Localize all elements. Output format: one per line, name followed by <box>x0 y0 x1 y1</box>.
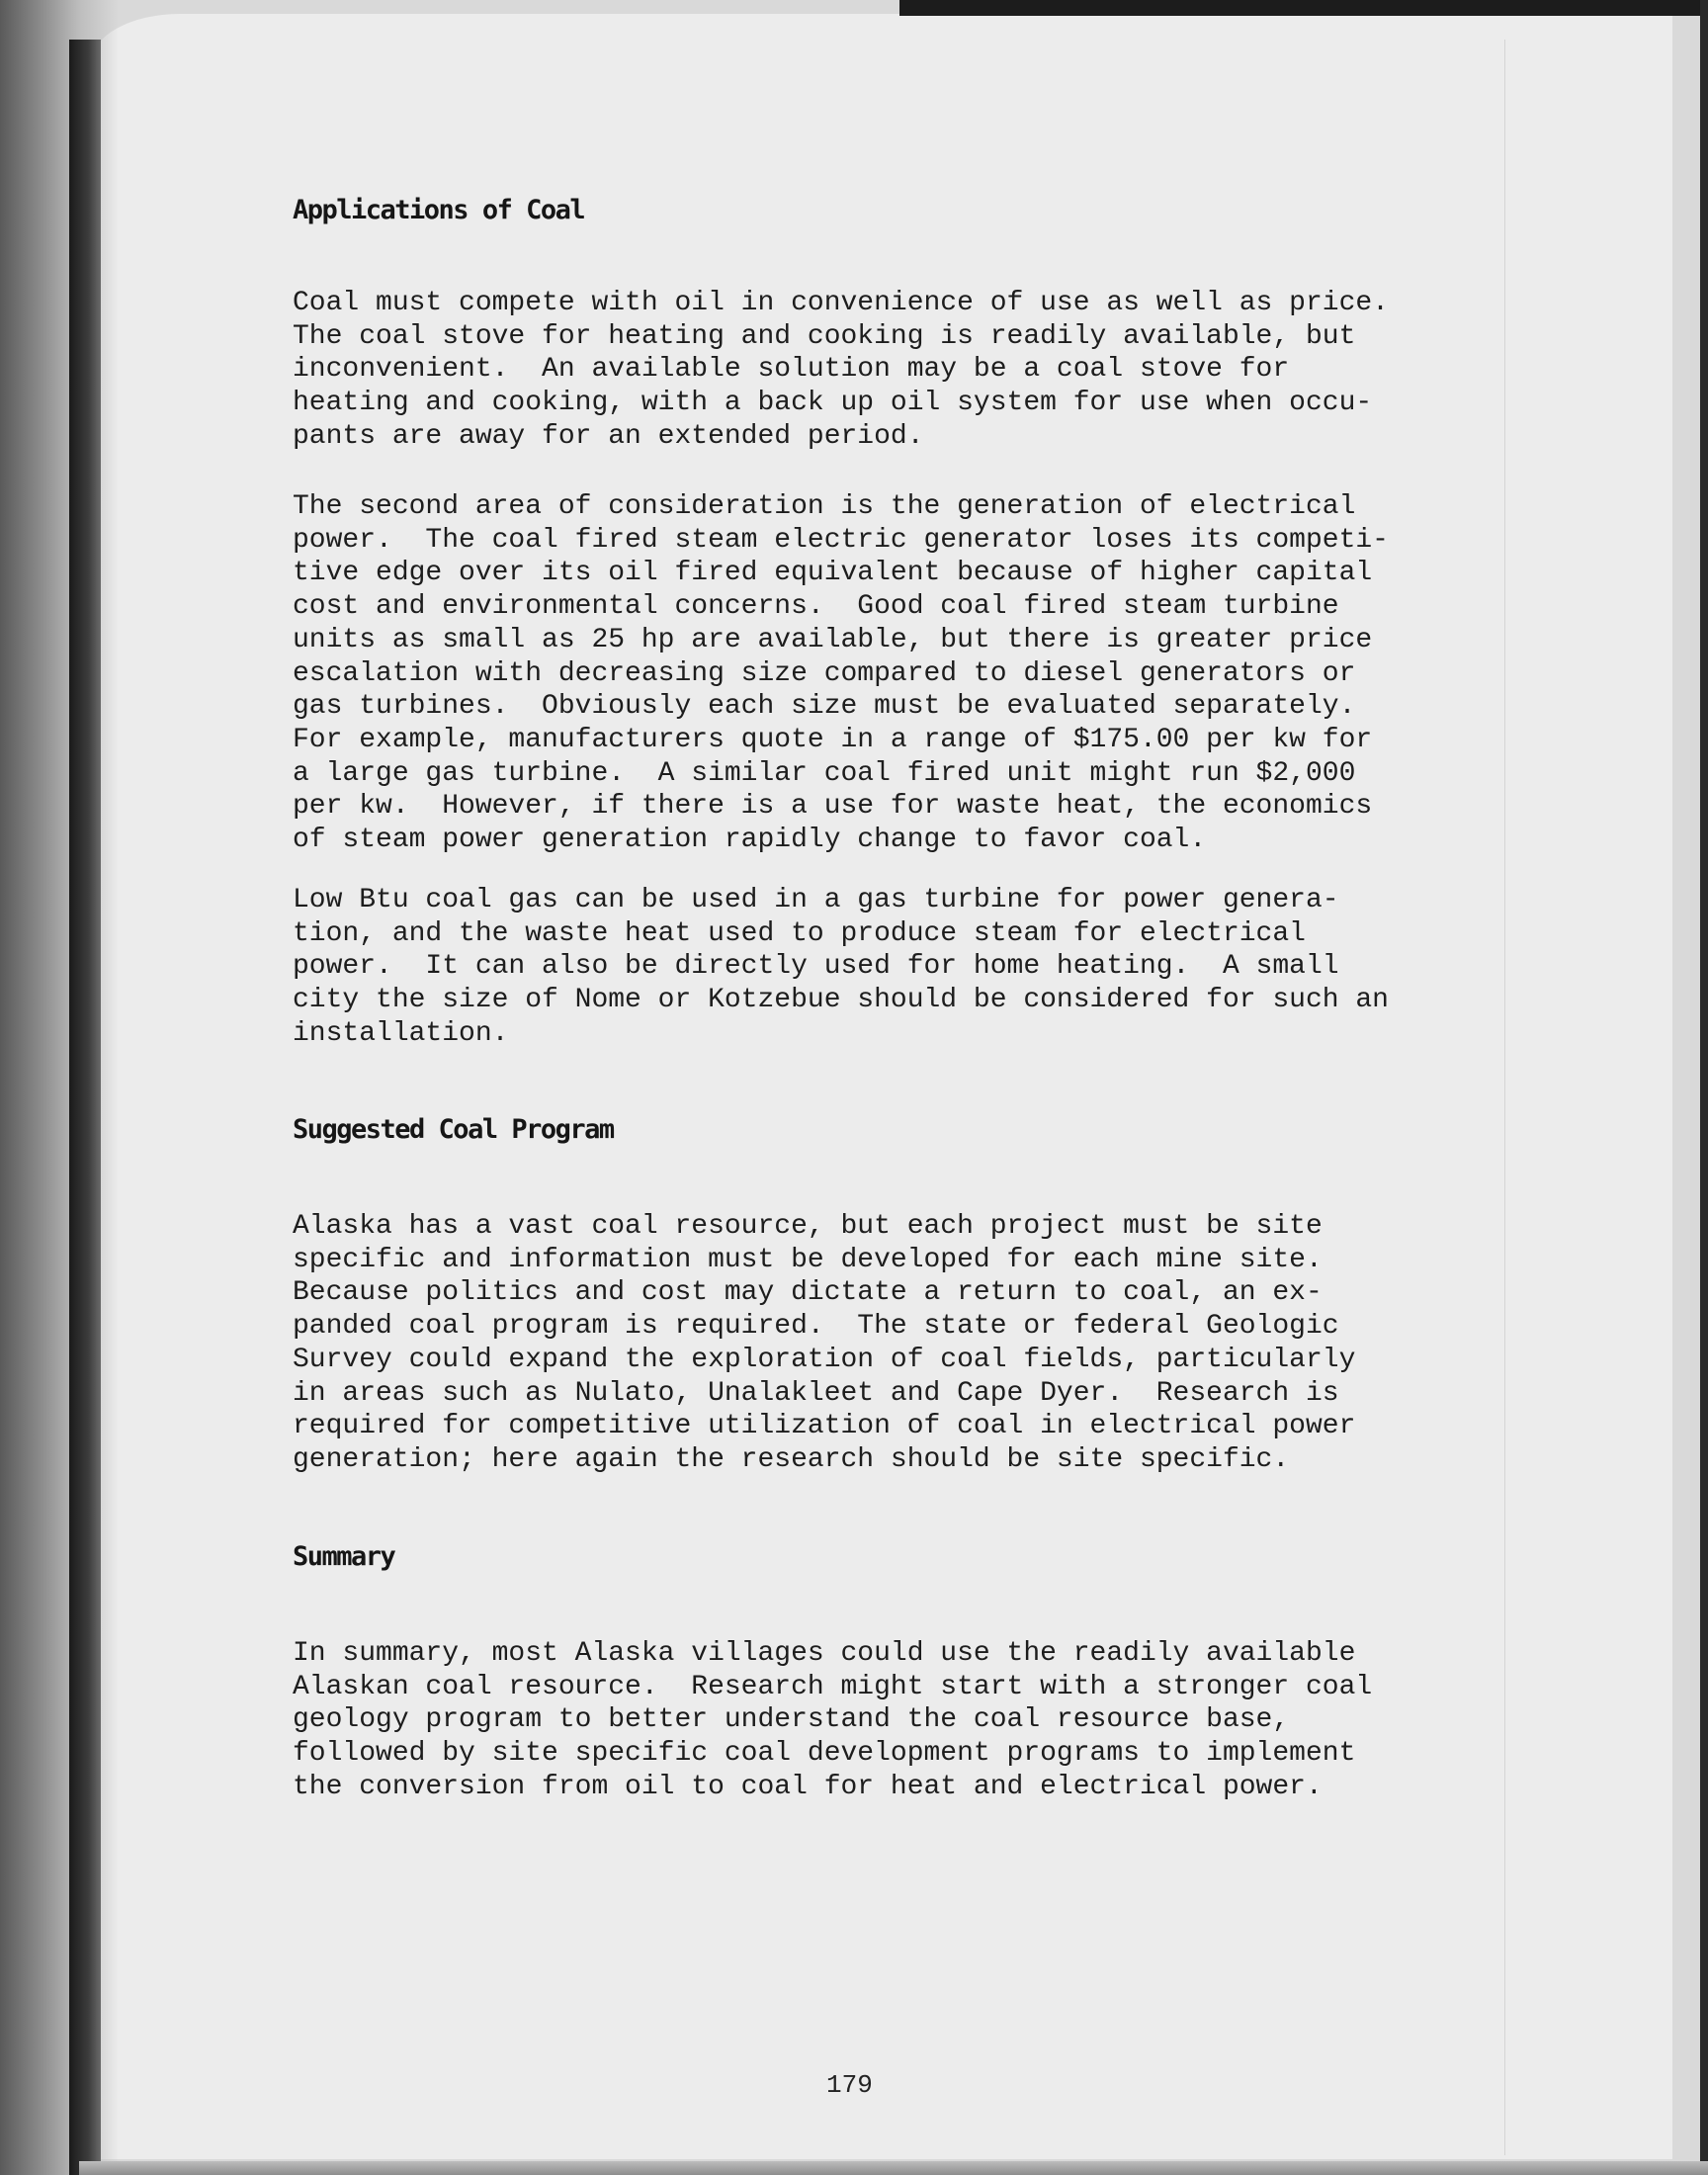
binding-shadow <box>0 0 119 2175</box>
text-line: cost and environmental concerns. Good coal fired steam turbine <box>293 591 1339 623</box>
text-line: escalation with decreasing size compared to diesel generators or <box>293 657 1356 689</box>
page-number: 179 <box>826 2070 873 2100</box>
text-line: the conversion from oil to coal for heat and electrical power. <box>293 1771 1323 1802</box>
text-line: geology program to better understand the coal resource base, <box>293 1704 1290 1736</box>
paragraph <box>293 1637 1372 1804</box>
text-line: of steam power generation rapidly change to favor coal. <box>293 825 1207 856</box>
text-line: panded coal program is required. The state or federal Geologic <box>293 1311 1339 1343</box>
text-line: Low Btu coal gas can be used in a gas turbine for power genera- <box>293 885 1339 915</box>
text-line: heating and cooking, with a back up oil system for use when occu- <box>293 388 1373 419</box>
text-line: per kw. However, if there is a use for waste heat, the economics <box>293 791 1373 823</box>
page-fold-line <box>1504 40 1505 2155</box>
text-line: The coal stove for heating and cooking is readily available, but <box>293 320 1356 352</box>
paragraph <box>293 1210 1355 1477</box>
text-line: city the size of Nome or Kotzebue should be considered for such an <box>293 985 1389 1016</box>
text-line: For example, manufacturers quote in a range of $175.00 per kw for <box>293 724 1373 755</box>
text-line: specific and information must be developed for each mine site. <box>293 1244 1323 1275</box>
section-heading-applications-of-coal: Applications of Coal <box>293 195 585 225</box>
text-line: units as small as 25 hp are available, but there is greater price <box>293 624 1373 655</box>
text-line: a large gas turbine. A similar coal fired unit might run $2,000 <box>293 757 1356 789</box>
scan-top-edge <box>899 0 1708 16</box>
paragraph <box>293 490 1389 857</box>
section-heading-suggested-coal-program: Suggested Coal Program <box>293 1114 614 1145</box>
text-line: Coal must compete with oil in convenience of use as well as price. <box>293 288 1389 318</box>
text-line: Alaskan coal resource. Research might start with a stronger coal <box>293 1671 1373 1702</box>
book-spine <box>69 40 101 2175</box>
text-line: Alaska has a vast coal resource, but each project must be site <box>293 1211 1323 1242</box>
text-line: installation. <box>293 1017 509 1049</box>
text-line: tive edge over its oil fired equivalent because of higher capital <box>293 558 1373 589</box>
text-line: power. The coal fired steam electric generator loses its competi- <box>293 524 1389 556</box>
text-line: The second area of consideration is the generation of electrical <box>293 491 1356 522</box>
paragraph <box>293 287 1389 454</box>
text-line: generation; here again the research should be site specific. <box>293 1443 1290 1475</box>
section-heading-summary: Summary <box>293 1541 395 1572</box>
text-line: followed by site specific coal development programs to implement <box>293 1738 1356 1770</box>
scan-bottom-edge <box>79 2161 1708 2175</box>
text-line: Because politics and cost may dictate a return to coal, an ex- <box>293 1277 1323 1309</box>
text-line: inconvenient. An available solution may be a coal stove for <box>293 354 1290 386</box>
text-line: pants are away for an extended period. <box>293 420 924 452</box>
text-line: in areas such as Nulato, Unalakleet and Cape Dyer. Research is <box>293 1377 1339 1409</box>
paragraph <box>293 884 1389 1051</box>
text-line: required for competitive utilization of coal in electrical power <box>293 1411 1356 1442</box>
text-line: gas turbines. Obviously each size must be evaluated separately. <box>293 691 1356 723</box>
text-line: In summary, most Alaska villages could use the readily available <box>293 1638 1356 1669</box>
text-line: Survey could expand the exploration of coal fields, particularly <box>293 1344 1356 1375</box>
scan-right-edge <box>1700 0 1708 2175</box>
text-line: power. It can also be directly used for home heating. A small <box>293 951 1339 983</box>
text-line: tion, and the waste heat used to produce steam for electrical <box>293 917 1306 949</box>
